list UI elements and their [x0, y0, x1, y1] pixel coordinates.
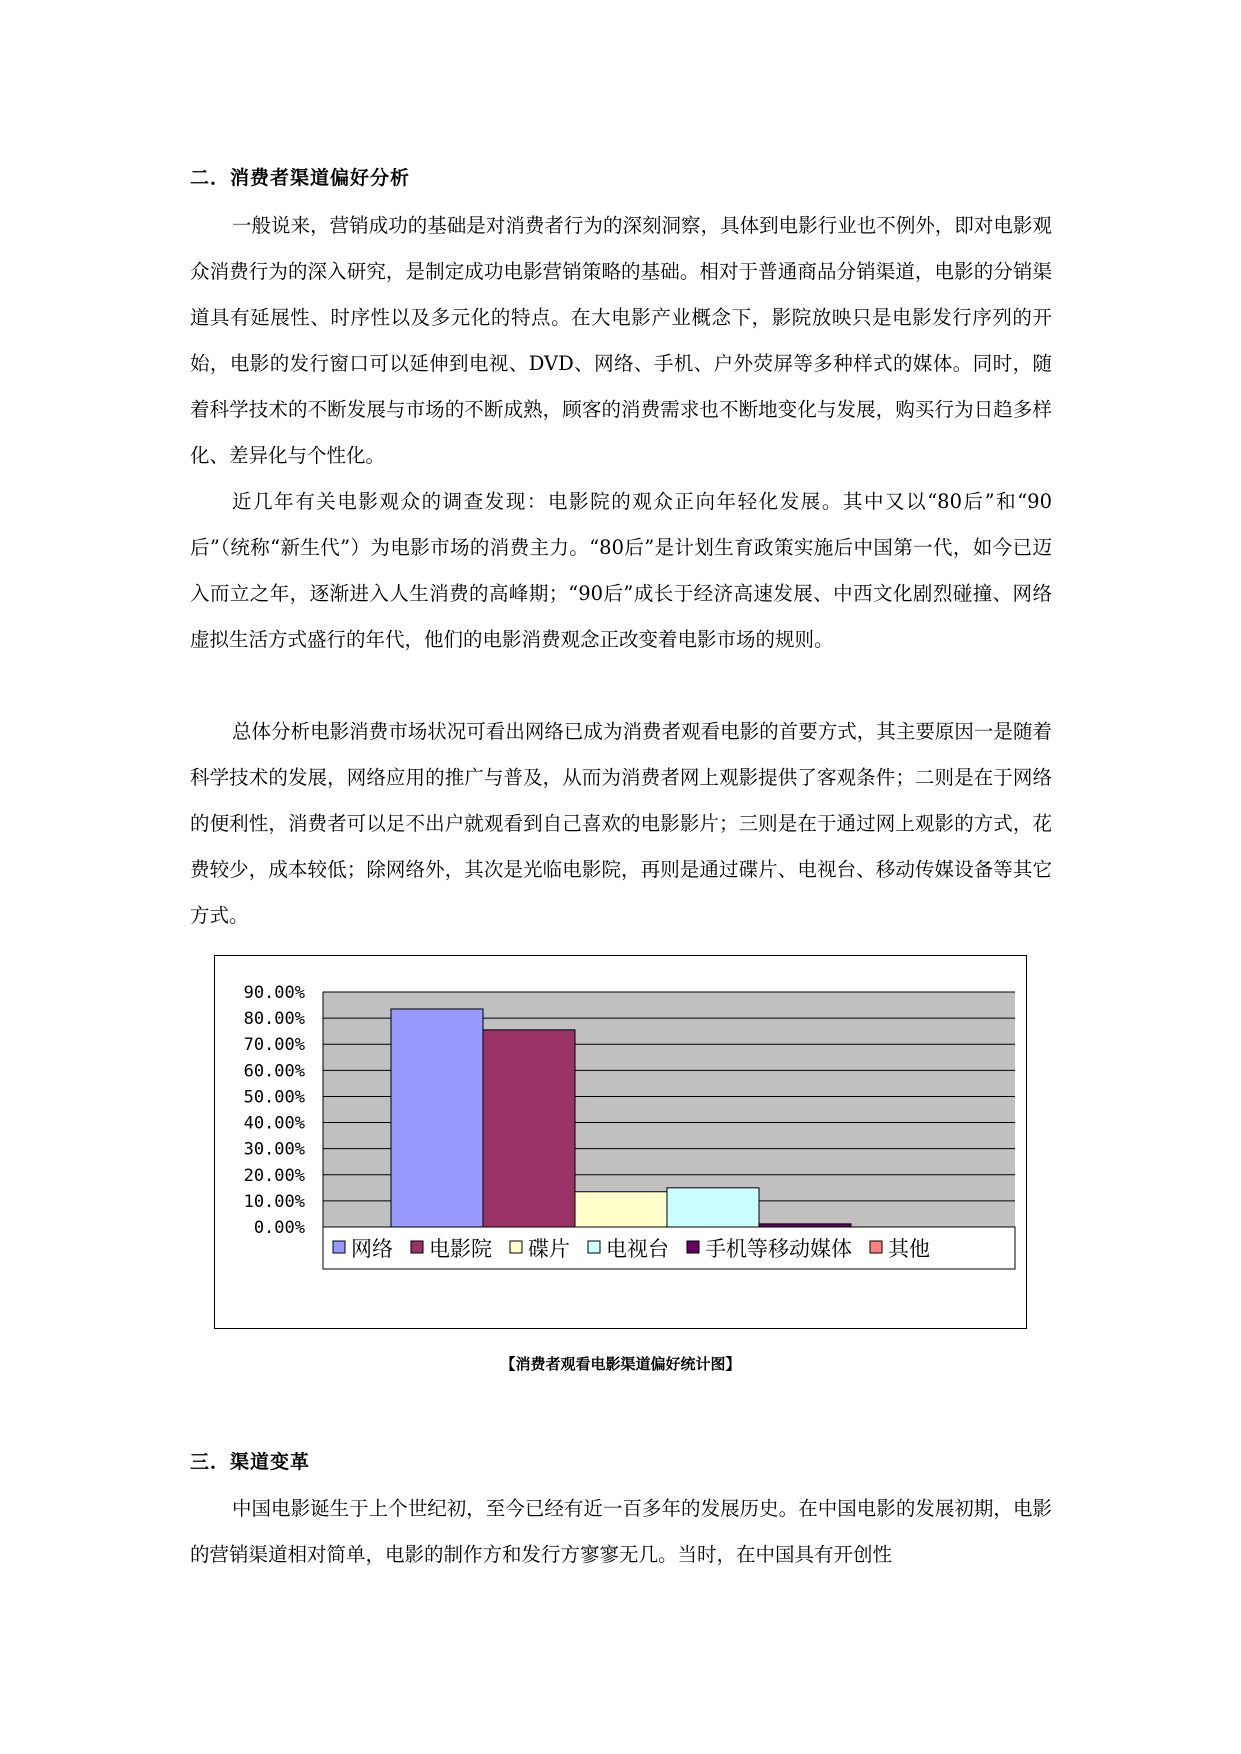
- y-tick-label: 80.00%: [243, 1009, 305, 1030]
- y-tick-label: 20.00%: [243, 1165, 305, 1186]
- legend-label: 网络: [351, 1237, 393, 1261]
- legend-label: 碟片: [528, 1237, 570, 1261]
- legend-swatch: [510, 1241, 522, 1253]
- bar: [667, 1188, 759, 1227]
- y-tick-label: 30.00%: [243, 1139, 305, 1160]
- bar: [391, 1009, 483, 1227]
- chart-caption: 【消费者观看电影渠道偏好统计图】: [500, 1355, 741, 1373]
- y-tick-label: 90.00%: [243, 983, 305, 1003]
- bar: [483, 1030, 575, 1227]
- bar-chart: [214, 955, 1027, 1329]
- paragraph: 总体分析电影消费市场状况可看出网络已成为消费者观看电影的首要方式，其主要原因一是随着科学技术的发展，网络应用的推广与普及，从而为消费者网上观影提供了客观条件；二则是在于网络的便利性，消费者可以足不出户就观看到自己喜欢的电影影片；三则是在于通过网上观影的方式，花费较少，成本较低；除网络外，其次是光临电影院，再则是通过碟片、电视台、移动传媒设备等其它方式。: [190, 720, 1052, 927]
- paragraph: 近几年有关电影观众的调查发现：电影院的观众正向年轻化发展。其中又以“80后”和“90后”（统称“新生代”）为电影市场的消费主力。“80后”是计划生育政策实施后中国第一代，如今已迈入而立之年，逐渐进入人生消费的高峰期；“90后”成长于经济高速发展、中西文化剧烈碰撞、网络虚拟生活方式盛行的年代，他们的电影消费观念正改变着电影市场的规则。: [190, 490, 1052, 651]
- legend-label: 电影院: [429, 1237, 492, 1261]
- section-heading: 三．渠道变革: [190, 1451, 311, 1473]
- y-tick-label: 60.00%: [243, 1061, 305, 1082]
- legend-swatch: [870, 1241, 882, 1253]
- legend-swatch: [333, 1241, 345, 1253]
- legend-swatch: [687, 1241, 699, 1253]
- chart-canvas: [215, 956, 1026, 1328]
- paragraph: 一般说来，营销成功的基础是对消费者行为的深刻洞察，具体到电影行业也不例外，即对电影观众消费行为的深入研究，是制定成功电影营销策略的基础。相对于普通商品分销渠道，电影的分销渠道具有延展性、时序性以及多元化的特点。在大电影产业概念下，影院放映只是电影发行序列的开始，电影的发行窗口可以延伸到电视、DVD、网络、手机、户外荧屏等多种样式的媒体。同时，随着科学技术的不断发展与市场的不断成熟，顾客的消费需求也不断地变化与发展，购买行为日趋多样化、差异化与个性化。: [190, 214, 1052, 467]
- paragraph: 中国电影诞生于上个世纪初，至今已经有近一百多年的发展历史。在中国电影的发展初期，电影的营销渠道相对简单，电影的制作方和发行方寥寥无几。当时，在中国具有开创性: [190, 1497, 1052, 1566]
- legend-label: 电视台: [606, 1237, 669, 1261]
- legend-swatch: [411, 1241, 423, 1253]
- legend-swatch: [588, 1241, 600, 1253]
- y-tick-label: 70.00%: [243, 1035, 305, 1056]
- y-tick-label: 10.00%: [243, 1191, 305, 1212]
- y-tick-label: 50.00%: [243, 1087, 305, 1108]
- legend-label: 手机等移动媒体: [705, 1237, 852, 1261]
- y-tick-label: 40.00%: [243, 1113, 305, 1134]
- y-tick-label: 0.00%: [253, 1218, 305, 1238]
- bar: [575, 1192, 667, 1227]
- legend-label: 其他: [888, 1237, 930, 1261]
- section-heading: 二．消费者渠道偏好分析: [190, 167, 411, 189]
